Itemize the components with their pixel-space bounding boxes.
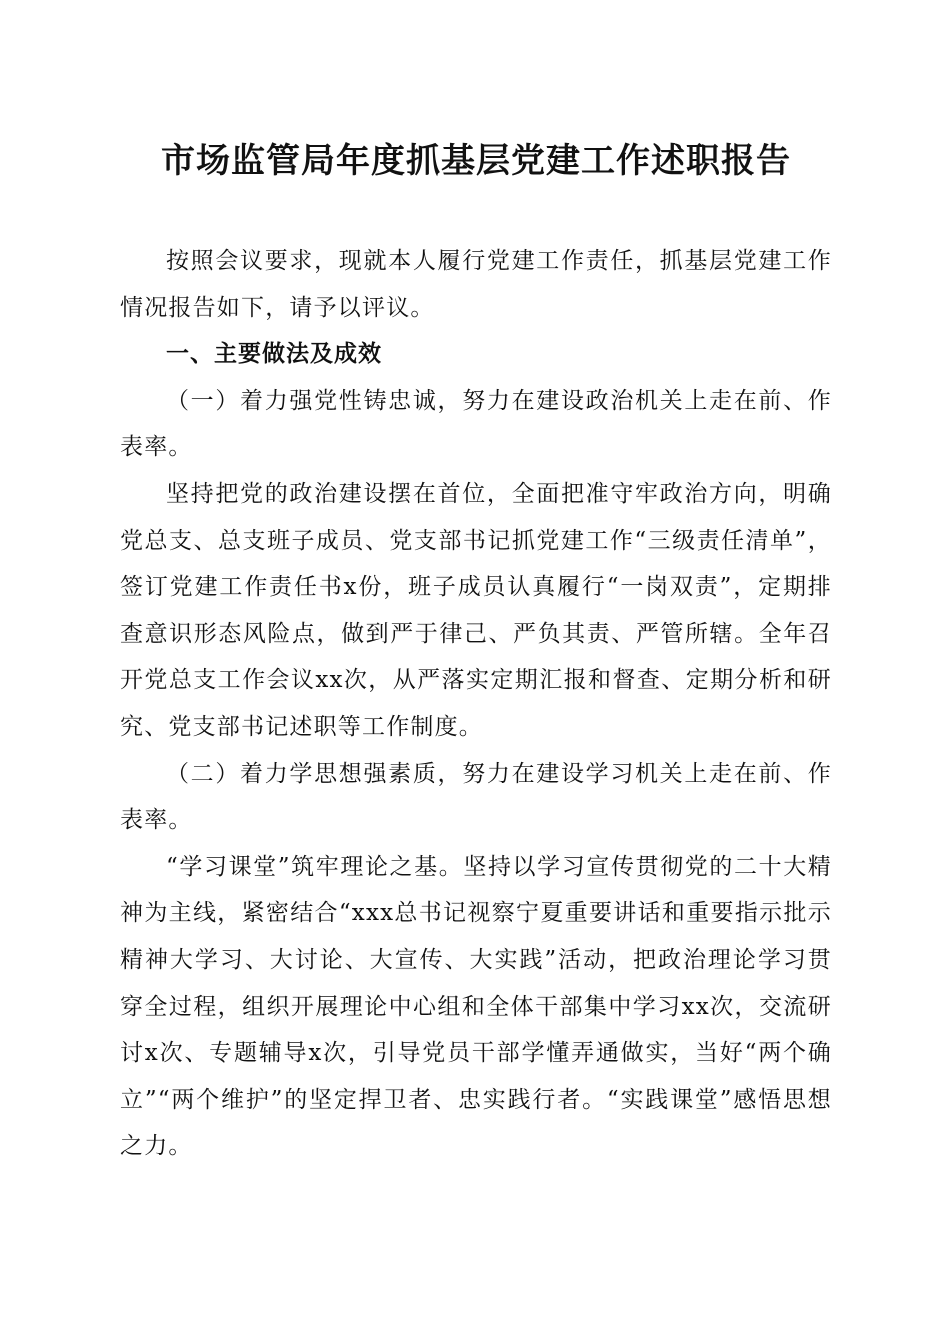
document-title: 市场监管局年度抓基层党建工作述职报告 [161, 141, 791, 181]
subsection-body-1: 坚持把党的政治建设摆在首位，全面把准守牢政治方向，明确党总支、总支班子成员、党支部书记抓党建工作“三级责任清单”，签订党建工作责任书x份，班子成员认真履行“一岗双责”，定期排查意识形态风险点，做到严于律己、严负其责、严管所辖。全年召开党总支工作会议xx次，从严落实定期汇报和督查、定期分析和研究、党支部书记述职等工作制度。 [120, 480, 832, 740]
intro-paragraph: 按照会议要求，现就本人履行党建工作责任，抓基层党建工作情况报告如下，请予以评议。 [120, 248, 832, 321]
subsection-body-2: “学习课堂”筑牢理论之基。坚持以学习宣传贯彻党的二十大精神为主线，紧密结合“xxx总书记视察宁夏重要讲话和重要指示批示精神大学习、大讨论、大宣传、大实践”活动，把政治理论学习贯穿全过程，组织开展理论中心组和全体干部集中学习xx次，交流研讨x次、专题辅导x次，引导党员干部学懂弄通做实，当好“两个确立”“两个维护”的坚定捍卫者、忠实践行者。“实践课堂”感悟思想之力。 [120, 853, 832, 1160]
section-heading-1: 一、主要做法及成效 [166, 341, 382, 368]
subsection-heading-1: （一）着力强党性铸忠诚，努力在建设政治机关上走在前、作表率。 [120, 387, 832, 461]
document-body [120, 238, 832, 1170]
subsection-heading-2: （二）着力学思想强素质，努力在建设学习机关上走在前、作表率。 [120, 760, 832, 834]
